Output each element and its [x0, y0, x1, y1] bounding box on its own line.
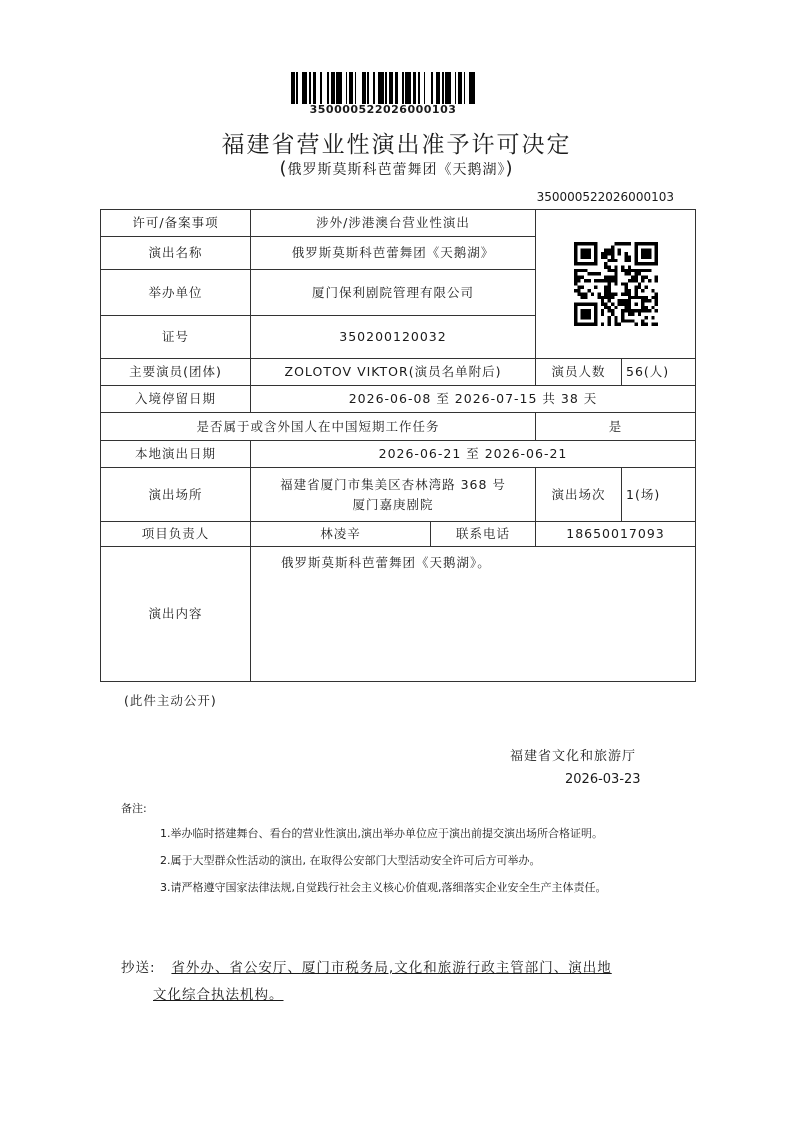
permit-table: [100, 209, 696, 682]
venue-label: 演出场所: [101, 468, 251, 522]
disclosure-note: (此件主动公开): [124, 693, 217, 708]
content-value: 俄罗斯莫斯科芭蕾舞团《天鹅湖》。: [251, 547, 696, 682]
entry-stay-value: 2026-06-08 至 2026-07-15 共 38 天: [251, 386, 696, 413]
license-no-value: 350200120032: [251, 316, 536, 359]
performer-count-value: 56(人): [622, 359, 696, 386]
subtitle-close-paren: ): [505, 158, 514, 179]
show-count-value: 1(场): [622, 468, 696, 522]
cc-section: [121, 955, 681, 1009]
table-row: [101, 441, 696, 468]
organizer-value: 厦门保利剧院管理有限公司: [251, 270, 536, 316]
qr-code-cell: [536, 210, 696, 359]
organizer-label: 举办单位: [101, 270, 251, 316]
cc-recipients-line2: 文化综合执法机构。: [153, 987, 284, 1003]
cc-recipients-line1: 省外办、省公安厅、厦门市税务局,文化和旅游行政主管部门、演出地: [171, 960, 612, 976]
note-item: 3.请严格遵守国家法律法规,自觉践行社会主义核心价值观,落细落实企业安全生产主体责任。: [160, 881, 607, 894]
venue-address: 福建省厦门市集美区杏林湾路 368 号: [280, 477, 506, 493]
issuer-name: 福建省文化和旅游厅: [510, 749, 637, 764]
table-row: [101, 547, 696, 682]
notes-title: 备注:: [121, 802, 147, 815]
phone-value: 18650017093: [536, 522, 696, 547]
content-label: 演出内容: [101, 547, 251, 682]
permit-type-label: 许可/备案事项: [101, 210, 251, 237]
subtitle-open-paren: (: [279, 158, 288, 179]
page-subtitle: [0, 158, 793, 179]
permit-type-value: 涉外/涉港澳台营业性演出: [251, 210, 536, 237]
show-name-value: 俄罗斯莫斯科芭蕾舞团《天鹅湖》: [251, 237, 536, 270]
manager-value: 林凌辛: [251, 522, 431, 547]
note-item: 1.举办临时搭建舞台、看台的营业性演出,演出举办单位应于演出前提交演出场所合格证明。: [160, 827, 603, 840]
phone-label: 联系电话: [431, 522, 536, 547]
table-row: [101, 386, 696, 413]
performer-count-label: 演员人数: [536, 359, 622, 386]
foreign-short-term-label: 是否属于或含外国人在中国短期工作任务: [101, 413, 536, 441]
license-no-label: 证号: [101, 316, 251, 359]
table-row: [101, 413, 696, 441]
document-number: 350000522026000103: [536, 190, 674, 204]
local-dates-label: 本地演出日期: [101, 441, 251, 468]
local-dates-value: 2026-06-21 至 2026-06-21: [251, 441, 696, 468]
lead-performer-value: ZOLOTOV VIKTOR(演员名单附后): [251, 359, 536, 386]
venue-name: 厦门嘉庚剧院: [352, 496, 434, 512]
cc-label: 抄送:: [121, 960, 156, 976]
entry-stay-label: 入境停留日期: [101, 386, 251, 413]
issue-date: 2026-03-23: [565, 772, 641, 787]
manager-label: 项目负责人: [101, 522, 251, 547]
show-count-label: 演出场次: [536, 468, 622, 522]
foreign-short-term-value: 是: [536, 413, 696, 441]
table-row: [101, 359, 696, 386]
table-row: [101, 468, 696, 522]
qr-code: [574, 242, 658, 326]
table-row: [101, 210, 696, 237]
table-row: [101, 522, 696, 547]
venue-value: [251, 468, 536, 522]
barcode: [291, 72, 475, 104]
lead-performer-label: 主要演员(团体): [101, 359, 251, 386]
barcode-number: 350000522026000103: [309, 103, 457, 116]
page-title: 福建省营业性演出准予许可决定: [221, 132, 572, 158]
show-name-label: 演出名称: [101, 237, 251, 270]
subtitle-text: 俄罗斯莫斯科芭蕾舞团《天鹅湖》: [287, 162, 506, 178]
note-item: 2.属于大型群众性活动的演出, 在取得公安部门大型活动安全许可后方可举办。: [160, 854, 541, 867]
